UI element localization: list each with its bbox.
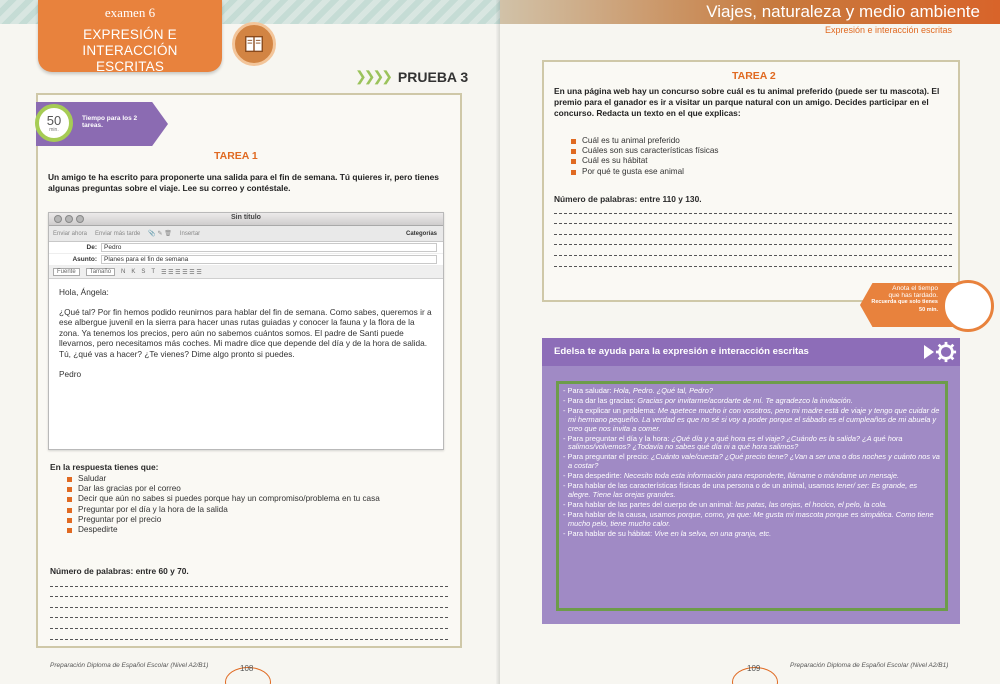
- size-select[interactable]: Tamaño: [86, 268, 115, 276]
- mail-window-title: Sin título: [231, 214, 261, 221]
- help-item-example: Vive en la selva, en una granja, etc.: [654, 528, 772, 538]
- help-list-box: [556, 381, 948, 611]
- help-item-label: Para saludar:: [567, 386, 612, 395]
- from-row: [49, 242, 443, 254]
- list-item: Cuál es su hábitat: [570, 156, 719, 166]
- footer-text: Preparación Diploma de Español Escolar (Nivel A2/B1): [790, 662, 949, 669]
- time-note: [868, 285, 938, 314]
- help-item-label: Para preguntar el día y la hora:: [567, 433, 670, 443]
- help-item: - Para explicar un problema: Me apetece mucho ir con vosotros, pero mi madre está de viaje y tengo que cuidar de mi hermano pequeño. La verdad es que no sé si voy a poder porque el sábado es el cumpleaños de mi abuela y creo que nos invita a comer.: [563, 405, 940, 433]
- help-list: [563, 387, 941, 539]
- answer-lines[interactable]: [554, 203, 952, 267]
- help-box: [542, 338, 960, 624]
- right-page: [500, 0, 1000, 684]
- help-item-example: Gracias por invitarme/acordarte de mí. Te agradezco la invitación.: [637, 395, 853, 405]
- mail-toolbar: [49, 226, 443, 242]
- chapter-subtitle: Expresión e interacción escritas: [824, 25, 952, 35]
- chapter-title: Viajes, naturaleza y medio ambiente: [706, 2, 980, 21]
- note-line4: 50 min.: [919, 306, 938, 313]
- insert-button[interactable]: Insertar: [179, 230, 201, 237]
- help-item-label: Para hablar de la causa, usamos: [567, 509, 676, 519]
- help-item-example: porque, como, ya que: Me gusta mi mascota porque es simpática. Como tiene mucho pelo, tiene mucho calor.: [568, 509, 934, 528]
- help-item: - Para hablar de las partes del cuerpo de un animal: las patas, las orejas, el hocico, el pelo, la cola.: [563, 499, 888, 509]
- mail-window: [48, 212, 444, 450]
- tarea2-instructions: En una página web hay un concurso sobre cuál es tu animal preferido (puede ser tu mascota). El premio para el ganador es ir a visitar un parque natural con un amigo. Decides participar en el concurso. Redacta un texto en el que explicas:: [554, 86, 940, 118]
- help-item: - Para saludar: Hola, Pedro. ¿Qué tal, Pedro?: [563, 386, 713, 395]
- help-item: - Para hablar de las características físicas de una persona o de un animal, usamos tener/ ser: Es grande, es alegre. Tiene las orejas grandes.: [563, 481, 918, 499]
- help-header: [542, 338, 960, 366]
- subject-field[interactable]: Planes para el fin de semana: [101, 255, 437, 264]
- book-icon: [232, 22, 276, 66]
- list-item: Cuál es tu animal preferido: [570, 136, 719, 146]
- help-item-label: Para hablar de las partes del cuerpo de un animal:: [567, 499, 734, 509]
- mail-greeting: Hola, Ángela:: [59, 287, 109, 297]
- timer-unit: min.: [49, 126, 59, 133]
- section-title-line1: EXPRESIÓN E INTERACCIÓN: [82, 27, 178, 58]
- exam-tab: [38, 0, 222, 72]
- help-item: - Para hablar de su hábitat: Vive en la selva, en una granja, etc.: [563, 528, 772, 538]
- help-item-label: Para hablar de las características físicas de una persona o de un animal, usamos: [567, 481, 835, 491]
- help-item: - Para preguntar el precio: ¿Cuánto vale/cuesta? ¿Qué precio tiene? ¿Van a ser una o dos noches y cuánto nos va a costar?: [563, 452, 940, 471]
- page-number: 108: [240, 664, 254, 673]
- chevrons-icon: ❯❯❯❯: [355, 68, 390, 84]
- tarea1-title: TAREA 1: [214, 150, 258, 162]
- gear-icon: [935, 341, 957, 363]
- page-number: 109: [747, 664, 761, 673]
- list-item: Despedirte: [66, 525, 380, 535]
- mail-signature: Pedro: [59, 368, 82, 379]
- subject-label: Asunto:: [72, 256, 97, 263]
- word-count: Número de palabras: entre 110 y 130.: [554, 194, 702, 204]
- help-item-example: ¿Qué día y a qué hora es el viaje? ¿Cuándo es la salida? ¿A qué hora salimos/volvemos? ¿Todavía no sabes qué día ni a qué hora salimos?: [568, 433, 903, 452]
- section-title-line2: ESCRITAS: [95, 59, 165, 74]
- list-item: Cuáles son sus características físicas: [570, 146, 719, 156]
- send-later-button[interactable]: Enviar más tarde: [95, 230, 141, 237]
- note-line3: Recuerda que solo tienes: [871, 299, 938, 306]
- help-item-label: Para hablar de su hábitat:: [567, 528, 653, 538]
- help-item: - Para dar las gracias: Gracias por invitarme/acordarte de mí. Te agradezco la invitación.: [563, 395, 853, 405]
- tarea2-list: [570, 136, 719, 177]
- attach-icon[interactable]: 📎 ✎ 🗑: [148, 231, 172, 237]
- help-item-label: Para preguntar el precio:: [567, 452, 649, 462]
- from-label: De:: [86, 244, 97, 251]
- list-item: Preguntar por el precio: [66, 515, 380, 525]
- note-line1: Anota el tiempo: [892, 285, 938, 292]
- categories-button[interactable]: Categorías: [405, 230, 437, 237]
- help-item-example: Necesito toda esta información para responderte, llámame o mándame un mensaje.: [623, 471, 900, 481]
- response-list: [66, 474, 380, 535]
- help-title: Edelsa te ayuda para la expresión e interacción escritas: [554, 346, 809, 357]
- bold-icon[interactable]: N: [121, 269, 126, 275]
- help-item-label: Para despedirte:: [567, 471, 622, 481]
- tarea2-title: TAREA 2: [732, 70, 776, 82]
- word-count: Número de palabras: entre 60 y 70.: [50, 566, 189, 576]
- help-item: - Para despedirte: Necesito toda esta información para responderte, llámame o mándame un mensaje.: [563, 471, 900, 481]
- help-item-label: Para explicar un problema:: [567, 405, 656, 415]
- text-icon[interactable]: T: [151, 269, 156, 275]
- timer-circle: [35, 104, 73, 142]
- help-item-label: Para dar las gracias:: [567, 395, 636, 405]
- help-item: - Para hablar de la causa, usamos porque, como, ya que: Me gusta mi mascota porque es simpática. Como tiene mucho pelo, tiene mucho calor.: [563, 509, 934, 528]
- mail-body-text: ¿Qué tal? Por fin hemos podido reunirnos para hablar del fin de semana. Como sabes, queremos ir a ese albergue juvenil en la sierra para hacer unas rutas guiadas y conocer la fauna y la flora de la zona. Ya tenemos los precios, pero aún no sabemos cuántos somos. El padre de Santi puede llevarnos, pero necesitamos más coches. Mi madre dice que depende del día y de la hora de salida. Tú, ¿qué vas a hacer? ¿Te vienes? Dime algo pronto si puedes.: [59, 306, 432, 359]
- help-item-example: ¿Cuánto vale/cuesta? ¿Qué precio tiene? ¿Van a ser una o dos noches y cuánto nos va a costar?: [568, 452, 940, 471]
- subject-row: [49, 254, 443, 266]
- exam-label: examen 6: [104, 5, 156, 20]
- list-item: Por qué te gusta ese animal: [570, 167, 719, 177]
- from-field[interactable]: Pedro: [101, 243, 437, 252]
- list-item: Decir que aún no sabes si puedes porque hay un compromiso/problema en tu casa: [66, 494, 380, 504]
- list-item: Dar las gracias por el correo: [66, 484, 380, 494]
- list-item: Saludar: [66, 474, 380, 484]
- footer-text: Preparación Diploma de Español Escolar (Nivel A2/B1): [50, 662, 209, 669]
- align-icons[interactable]: ☰ ☰ ☰ ☰ ☰ ☰: [161, 269, 202, 276]
- underline-icon[interactable]: S: [141, 269, 146, 275]
- mail-body[interactable]: [49, 279, 443, 396]
- mail-titlebar: [49, 213, 443, 226]
- help-item-example: Hola, Pedro. ¿Qué tal, Pedro?: [613, 386, 713, 395]
- help-item: - Para preguntar el día y la hora: ¿Qué día y a qué hora es el viaje? ¿Cuándo es la salida? ¿A qué hora salimos/volvemos? ¿Todavía no sabes qué día ni a qué hora salimos?: [563, 433, 903, 452]
- help-item-example: las patas, las orejas, el hocico, el pelo, la cola.: [735, 499, 888, 509]
- help-item-example: tener/ ser: Es grande, es alegre. Tiene las orejas grandes.: [568, 481, 918, 499]
- answer-lines[interactable]: [50, 576, 448, 640]
- timer-number: 50: [46, 112, 62, 128]
- help-item-example: Me apetece mucho ir con vosotros, pero mi madre está de viaje y tengo que cuidar de mi hermano pequeño. La verdad es que no sé si voy a poder porque el sábado es el cumpleaños de mi abuela y creo que nos invita a comer.: [568, 405, 940, 433]
- prueba-header: [355, 68, 468, 85]
- prueba-label: PRUEBA 3: [397, 68, 469, 85]
- time-record-circle[interactable]: [942, 280, 994, 332]
- note-line2: que has tardado.: [888, 292, 938, 300]
- arrow-icon: [924, 345, 934, 359]
- timer-text: Tiempo para los 2 tareas.: [82, 115, 138, 129]
- format-toolbar: [49, 266, 443, 279]
- font-select[interactable]: Fuente: [53, 268, 80, 276]
- italic-icon[interactable]: K: [131, 269, 136, 275]
- response-heading: En la respuesta tienes que:: [50, 462, 159, 472]
- tarea1-instructions: Un amigo te ha escrito para proponerte una salida para el fin de semana. Tú quieres ir, pero tienes algunas preguntas sobre el viaje. Lee su correo y contéstale.: [48, 172, 439, 193]
- list-item: Preguntar por el día y la hora de la salida: [66, 505, 380, 515]
- send-now-button[interactable]: Enviar ahora: [53, 230, 88, 237]
